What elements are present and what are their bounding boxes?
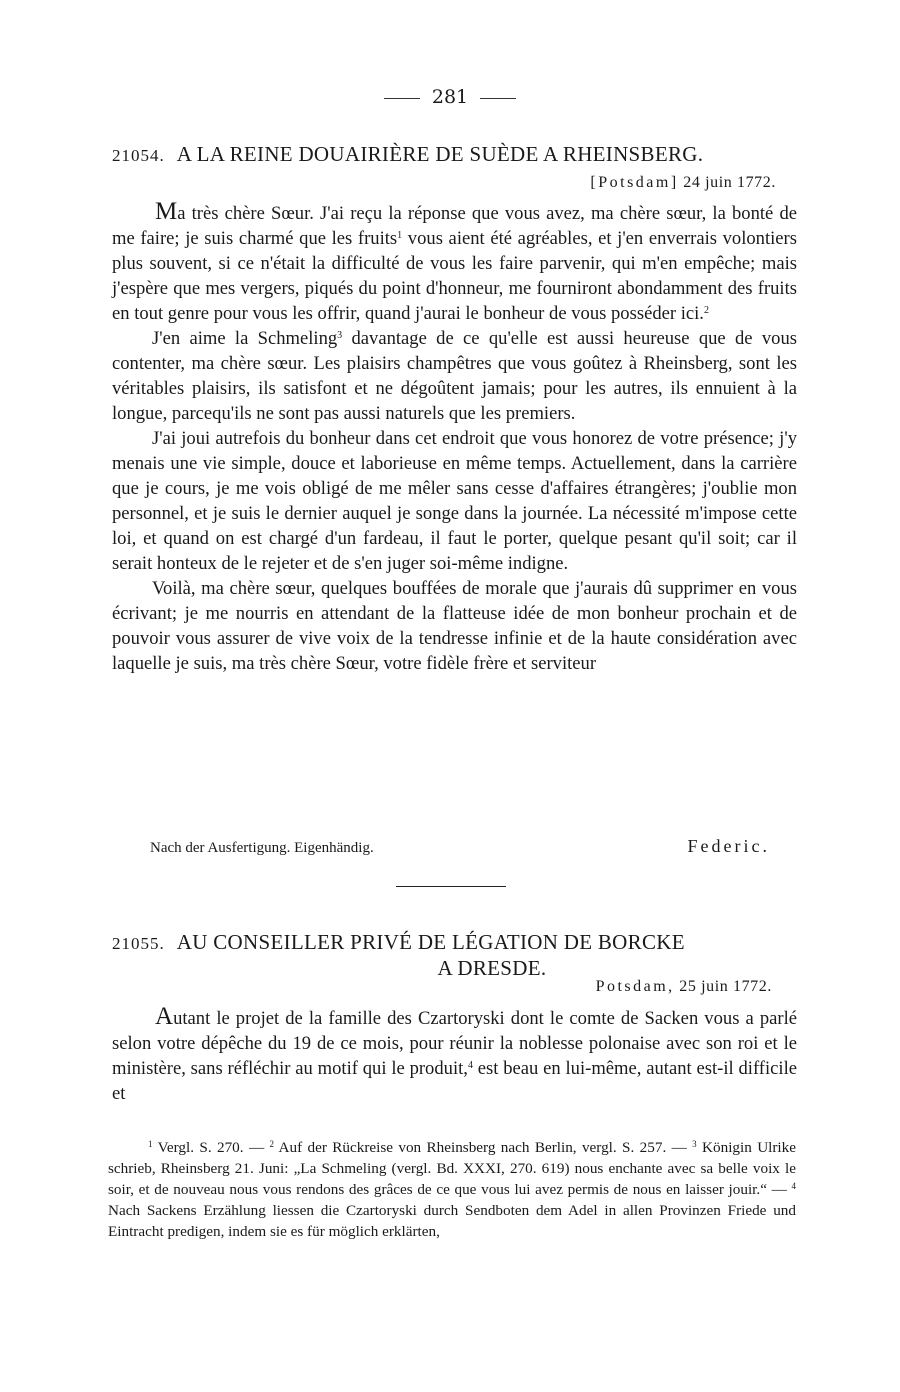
letter-title: AU CONSEILLER PRIVÉ DE LÉGATION DE BORCKE	[176, 930, 685, 954]
paragraph-text: J'ai joui autrefois du bonheur dans cet endroit que vous honorez de votre présence; j'y menais une vie simple, douce et laborieuse en même temps. Actuellement, dans la carrière que je cours, je me vois obligé de me mêler sans cesse d'affaires étrangères; j'oublie mon personnel, et je suis le dernier auquel je songe dans la journée. La nécessité m'impose cette loi, et quand on est chargé d'un fardeau, il faut le porter, quelque pesant qu'il soit; car il serait honteux de le rejeter et de s'en juger soi-même indigne.	[112, 428, 797, 574]
letter-place: Potsdam,	[595, 978, 675, 995]
letter-body	[112, 199, 797, 676]
signature: Federic.	[687, 836, 770, 856]
footnote-text: Auf der Rückreise von Rheinsberg nach Berlin, vergl. S. 257. —	[274, 1139, 693, 1156]
footnote-number: 3	[692, 1139, 697, 1149]
letter-date: 25 juin 1772.	[679, 978, 772, 995]
footnote-number: 1	[148, 1139, 153, 1149]
footnote-text: Nach Sackens Erzählung liessen die Czartoryski durch Sendboten dem Adel in allen Provinzen Friede und Eintracht predigen, indem sie es für möglich erklärten,	[108, 1202, 796, 1240]
paragraph-text: vous aient été agréables, et j'en enverrais volontiers plus souvent, si ce n'était la difficulté de vous les faire parvenir, qui m'en empêche; mais j'espère que mes vergers, piqués du point d'honneur, me fourniront abondamment des fruits en tout genre pour vous les offrir, quand j'aurai le bonheur de vous posséder ici.	[112, 228, 797, 324]
letter-number: 21055.	[112, 934, 165, 953]
initial-letter: A	[155, 1003, 174, 1030]
footnote-number: 2	[269, 1139, 274, 1149]
paragraph-text: Voilà, ma chère sœur, quelques bouffées de morale que j'aurais dû supprimer en vous écrivant; je me nourris en attendant de la flatteuse idée de mon bonheur prochain et de pouvoir vous assurer de vive voix de la tendresse infinie et de la haute considération avec laquelle je suis, ma très chère Sœur, votre fidèle frère et serviteur	[112, 578, 797, 674]
section-divider	[396, 886, 506, 887]
footnote-text: Vergl. S. 270. —	[152, 1139, 270, 1156]
page-number	[0, 86, 900, 108]
source-text: Nach der Ausfertigung. Eigenhändig.	[150, 840, 374, 856]
paragraph	[112, 1004, 797, 1106]
footnote-marker: 2	[703, 305, 709, 316]
footnote-marker: 4	[467, 1060, 473, 1071]
source-note	[150, 836, 770, 857]
footnote-text: Königin Ulrike schrieb, Rheinsberg 21. Juni: „La Schmeling (vergl. Bd. XXXI, 270. 619) nous enchante avec sa belle voix le soir, et de nouveau nous vous rendons des grâces de ce que vous lui avez permis de nous en laisser jouir.“ —	[108, 1139, 796, 1198]
paragraph-text: est beau en lui-même, autant est-il difficile et	[112, 1058, 797, 1104]
paragraph	[112, 576, 797, 676]
letter-number: 21054.	[112, 146, 165, 165]
paragraph	[112, 326, 797, 426]
footnote-number: 4	[791, 1181, 796, 1191]
initial-letter: M	[155, 198, 178, 225]
footnote-marker: 3	[337, 330, 343, 341]
footnotes	[108, 1137, 796, 1242]
letter-title-line2: A DRESDE.	[437, 956, 547, 980]
page-number-text: 281	[431, 86, 469, 108]
paragraph-text: J'en aime la Schmeling	[152, 328, 338, 349]
page-number-dash-right	[480, 98, 516, 99]
letter-heading	[112, 142, 802, 167]
paragraph-text: utant le projet de la famille des Czartoryski dont le comte de Sacken vous a parlé selon votre dépêche du 19 de ce mois, pour réunir la noblesse polonaise avec son roi et le ministère, sans réfléchir au motif qui le produit,	[112, 1008, 797, 1079]
letter-dateline	[590, 174, 776, 192]
letter-body	[112, 1004, 797, 1106]
footnote-block	[108, 1137, 796, 1242]
paragraph	[112, 199, 797, 326]
paragraph-text: a très chère Sœur. J'ai reçu la réponse que vous avez, ma chère sœur, la bonté de me faire; je suis charmé que les fruits	[112, 203, 797, 249]
letter-heading	[112, 930, 802, 955]
page-number-dash-left	[384, 98, 420, 99]
letter-title: A LA REINE DOUAIRIÈRE DE SUÈDE A RHEINSBERG.	[176, 142, 704, 166]
footnote-marker: 1	[397, 230, 403, 241]
paragraph-text: davantage de ce qu'elle est aussi heureuse que de vous contenter, ma chère sœur. Les plaisirs champêtres que vous goûtez à Rheinsberg, sont les véritables plaisirs, ils satisfont et ne dégoûtent jamais; pour les autres, ils ennuient à la longue, parcequ'ils ne sont pas aussi naturels que les premiers.	[112, 328, 797, 424]
paragraph	[112, 426, 797, 576]
letter-dateline	[596, 978, 772, 996]
letter-date: 24 juin 1772.	[683, 174, 776, 191]
letter-place: [Potsdam]	[590, 174, 679, 191]
